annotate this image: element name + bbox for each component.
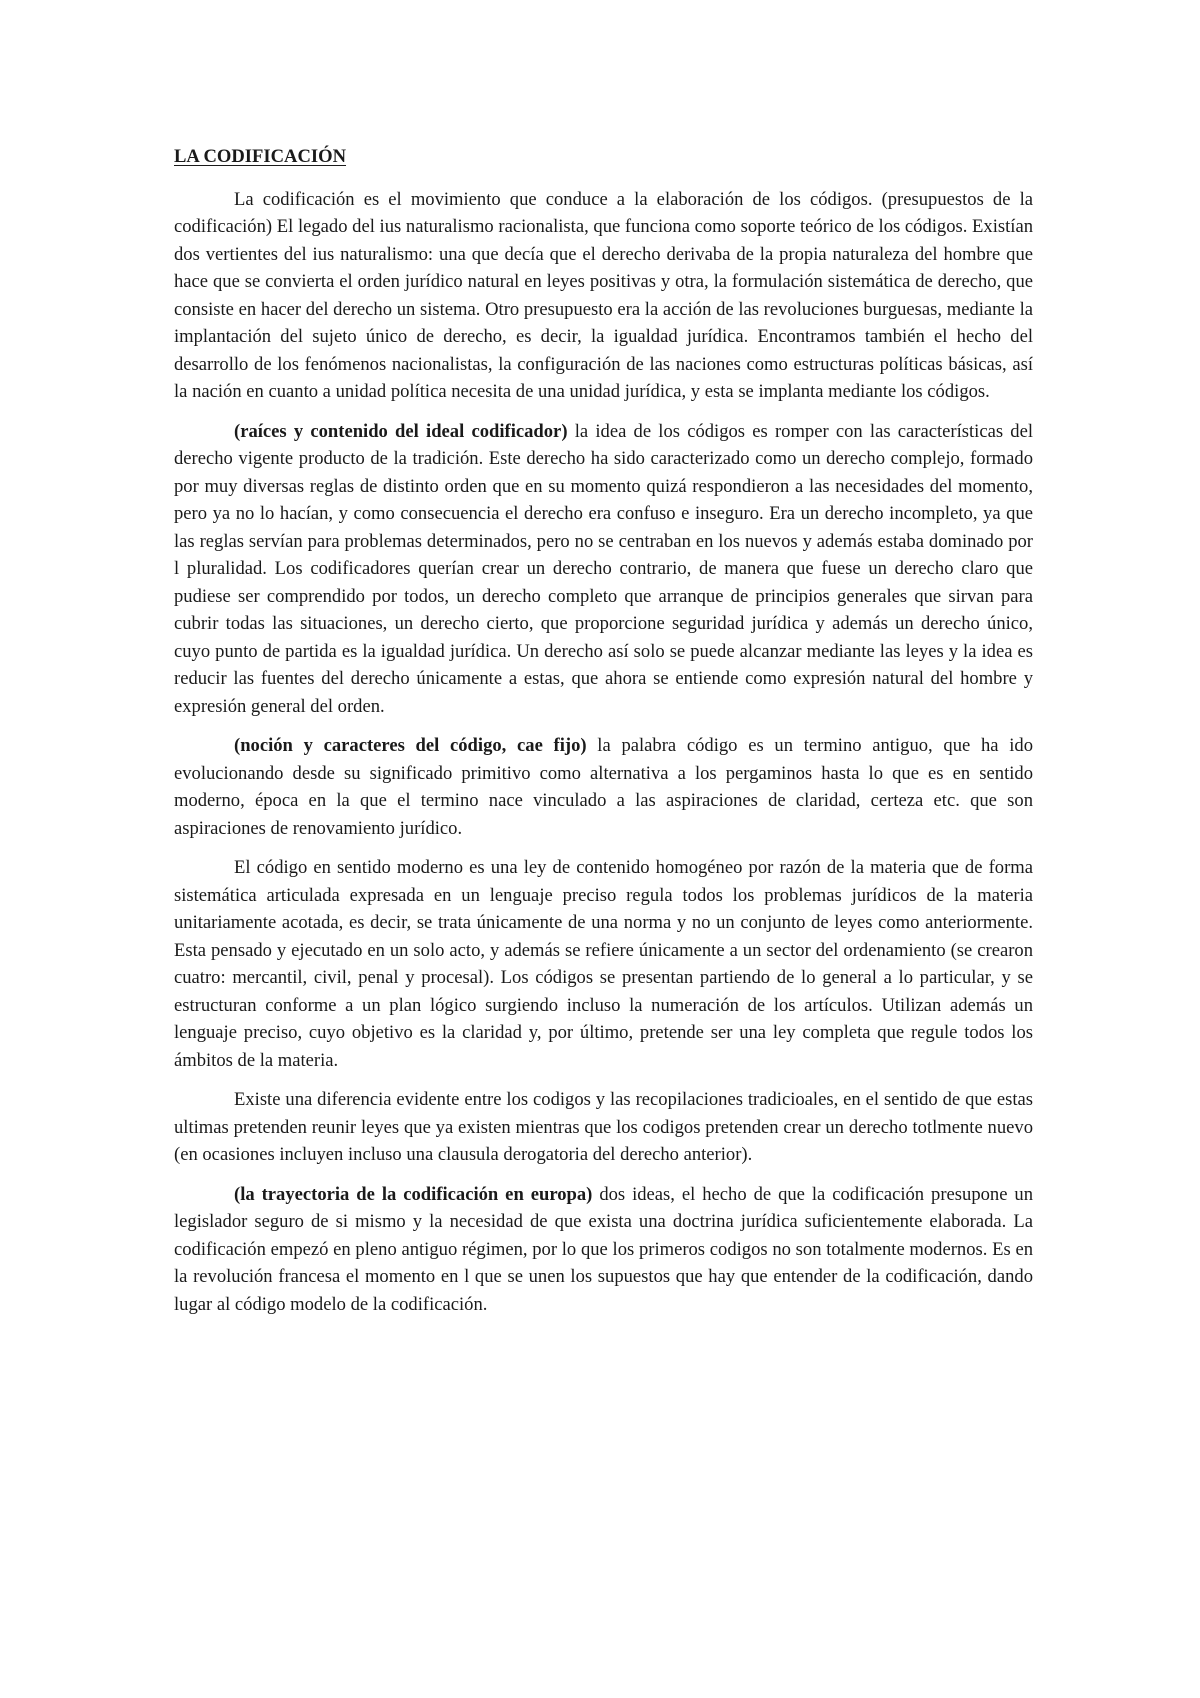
paragraph-text: la idea de los códigos es romper con las características del derecho vigente producto de la tradición. Este derecho ha sido caracterizado como un derecho complejo, formado por muy diversas reglas de distinto orden que en su momento quizá respondieron a las necesidades del momento, pero ya no lo hacían, y como consecuencia el derecho era confuso e inseguro. Era un derecho incompleto, ya que las reglas servían para problemas determinados, pero no se centraban en los nuevos y además estaba dominado por l pluralidad. Los codificadores querían crear un derecho contrario, de manera que fuese un derecho claro que pudiese ser comprendido por todos, un derecho completo que arranque de principios generales que sirvan para cubrir todas las situaciones, un derecho cierto, que proporcione seguridad jurídica y además un derecho único, cuyo punto de partida es la igualdad jurídica. Un derecho así solo se puede alcanzar mediante las leyes y la idea es reducir las fuentes del derecho únicamente a estas, que ahora se entiende como expresión natural del hombre y expresión general del orden.: [174, 420, 1033, 717]
paragraph-lead: (noción y caracteres del código, cae fijo): [234, 735, 587, 756]
paragraph-trayectoria: [174, 1181, 1033, 1319]
paragraph-lead: (la trayectoria de la codificación en europa): [234, 1183, 593, 1205]
paragraph-text: dos ideas, el hecho de que la codificación presupone un legislador seguro de si mismo y la necesidad de que exista una doctrina jurídica suficientemente elaborada. La codificación empezó en pleno antiguo régimen, por lo que los primeros codigos no son totalmente modernos. Es en la revolución francesa el momento en l que se unen los supuestos que hay que entender de la codificación, dando lugar al código modelo de la codificación.: [174, 1183, 1034, 1315]
document-title: LA CODIFICACIÓN: [174, 146, 347, 167]
paragraph-lead: (raíces y contenido del ideal codificador): [234, 420, 568, 442]
paragraph-diferencia: [174, 1086, 1033, 1169]
paragraph-text: Existe una diferencia evidente entre los codigos y las recopilaciones tradicioales, en el sentido de que estas ultimas pretenden reunir leyes que ya existen mientras que los codigos pretenden crear un derecho totlmente nuevo (en ocasiones incluyen incluso una clausula derogatoria del derecho anterior).: [174, 1089, 1033, 1165]
paragraph-text: La codificación es el movimiento que conduce a la elaboración de los códigos. (presupuestos de la codificación) El legado del ius naturalismo racionalista, que funciona como soporte teórico de los códigos. Existían dos vertientes del ius naturalismo: una que decía que el derecho derivaba de la propia naturaleza del hombre que hace que se convierta el orden jurídico natural en leyes positivas y otra, la formulación sistemática de derecho, que consiste en hacer del derecho un sistema. Otro presupuesto era la acción de las revoluciones burguesas, mediante la implantación del sujeto único de derecho, es decir, la igualdad jurídica. Encontramos también el hecho del desarrollo de los fenómenos nacionalistas, la configuración de las naciones como estructuras políticas básicas, así la nación en cuanto a unidad política necesita de una unidad jurídica, y esta se implanta mediante los códigos.: [174, 188, 1033, 402]
paragraph-text: El código en sentido moderno es una ley de contenido homogéneo por razón de la materia que de forma sistemática articulada expresada en un lenguaje preciso regula todos los problemas jurídicos de la materia unitariamente acotada, es decir, se trata únicamente de una norma y no un conjunto de leyes como anteriormente. Esta pensado y ejecutado en un solo acto, y además se refiere únicamente a un sector del ordenamiento (se crearon cuatro: mercantil, civil, penal y procesal). Los códigos se presentan partiendo de lo general a lo particular, y se estructuran conforme a un plan lógico surgiendo incluso la numeración de los artículos. Utilizan además un lenguaje preciso, cuyo objetivo es la claridad y, por último, pretende ser una ley completa que regule todos los ámbitos de la materia.: [174, 857, 1033, 1071]
paragraph-codigo-moderno: [174, 854, 1033, 1074]
paragraph-nocion: [174, 732, 1033, 842]
paragraph-presupuestos: [174, 186, 1033, 406]
document-page: [174, 143, 1033, 1330]
paragraph-raices: [174, 418, 1033, 721]
paragraph-text: la palabra código es un termino antiguo, que ha ido evolucionando desde su significado primitivo como alternativa a los pergaminos hasta lo que es en sentido moderno, época en la que el termino nace vinculado a las aspiraciones de claridad, certeza etc. que son aspiraciones de renovamiento jurídico.: [174, 735, 1033, 839]
